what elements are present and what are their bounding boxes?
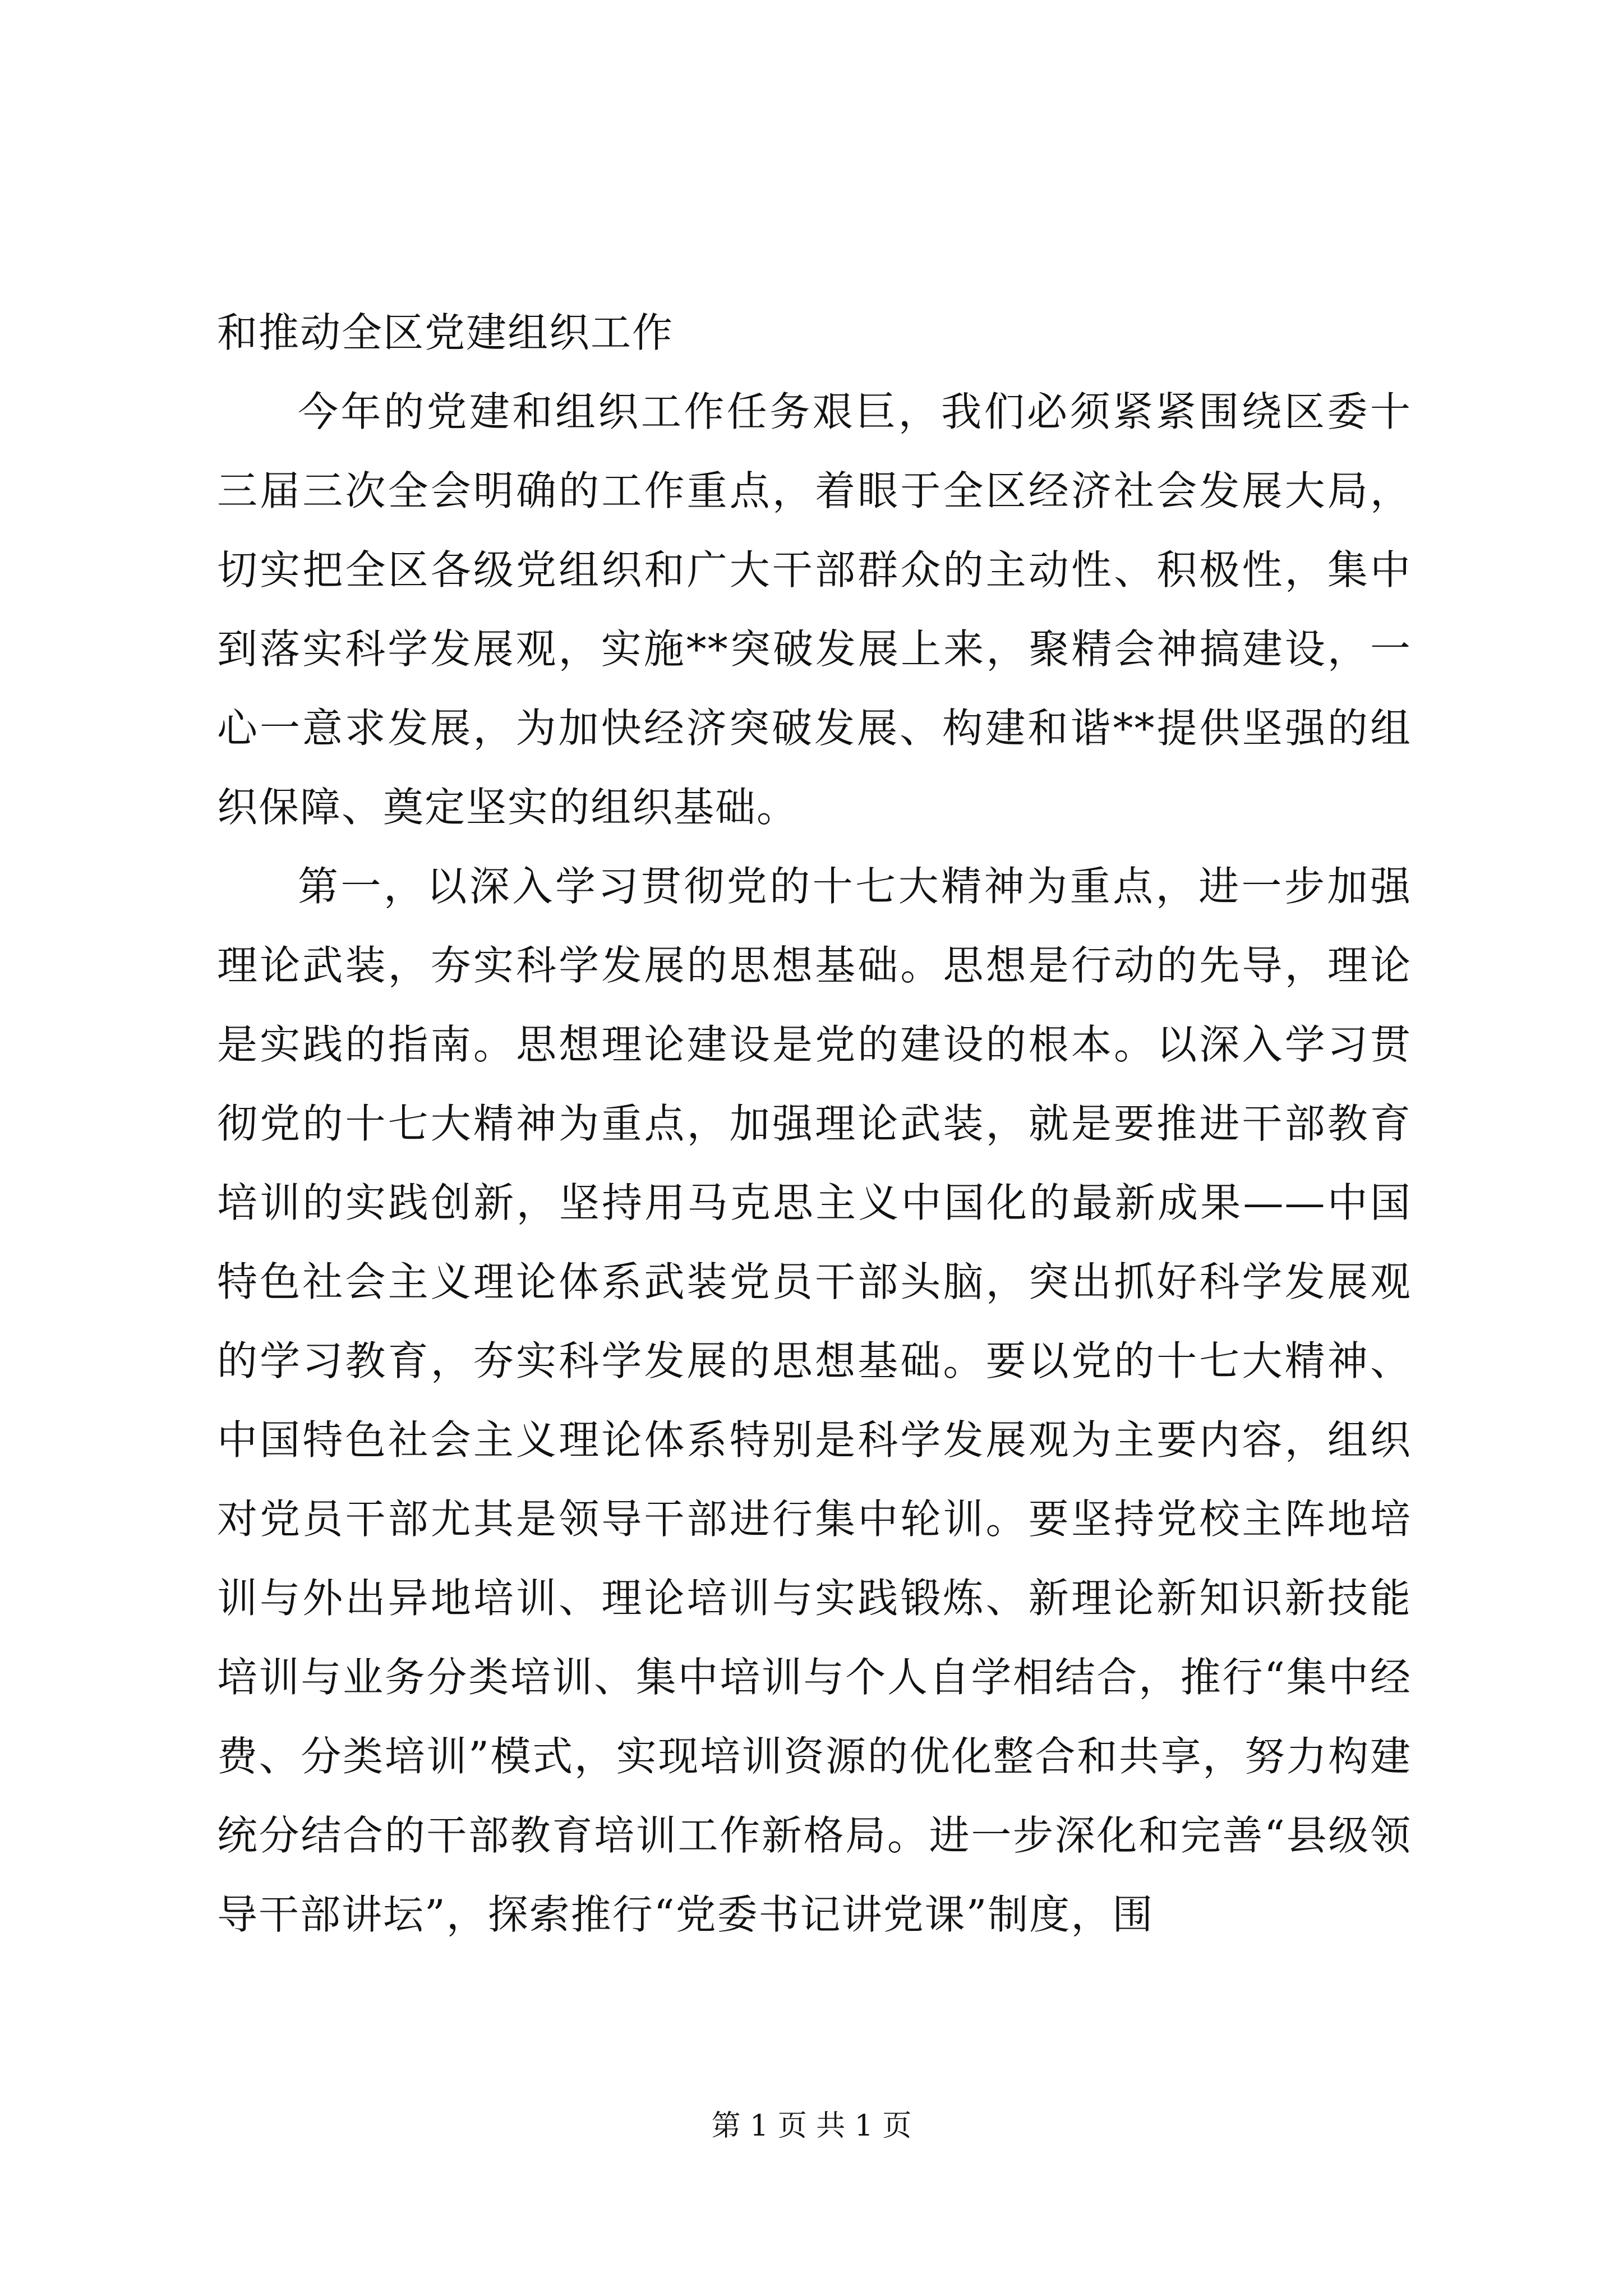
paragraph-first-point: 第一，以深入学习贯彻党的十七大精神为重点，进一步加强理论武装，夯实科学发展的思想基础。思想是行动的先导，理论是实践的指南。思想理论建设是党的建设的根本。以深入学习贯彻党的十七大精神为重点，加强理论武装，就是要推进干部教育培训的实践创新，坚持用马克思主义中国化的最新成果——中国特色社会主义理论体系武装党员干部头脑，突出抓好科学发展观的学习教育，夯实科学发展的思想基础。要以党的十七大精神、中国特色社会主义理论体系特别是科学发展观为主要内容，组织对党员干部尤其是领导干部进行集中轮训。要坚持党校主阵地培训与外出异地培训、理论培训与实践锻炼、新理论新知识新技能培训与业务分类培训、集中培训与个人自学相结合，推行“集中经费、分类培训”模式，实现培训资源的优化整合和共享，努力构建统分结合的干部教育培训工作新格局。进一步深化和完善“县级领导干部讲坛”，探索推行“党委书记讲党课”制度，围 [217, 863, 1412, 1938]
page-footer: 第 1 页 共 1 页 [711, 2109, 912, 2143]
lead-line: 和推动全区党建组织工作 [217, 309, 674, 356]
document-body [217, 293, 1412, 1954]
paragraph-intro: 今年的党建和组织工作任务艰巨，我们必须紧紧围绕区委十三届三次全会明确的工作重点，着眼于全区经济社会发展大局，切实把全区各级党组织和广大干部群众的主动性、积极性，集中到落实科学发展观，实施**突破发展上来，聚精会神搞建设，一心一意求发展，为加快经济突破发展、构建和谐**提供坚强的组织保障、奠定坚实的组织基础。 [217, 388, 1412, 831]
